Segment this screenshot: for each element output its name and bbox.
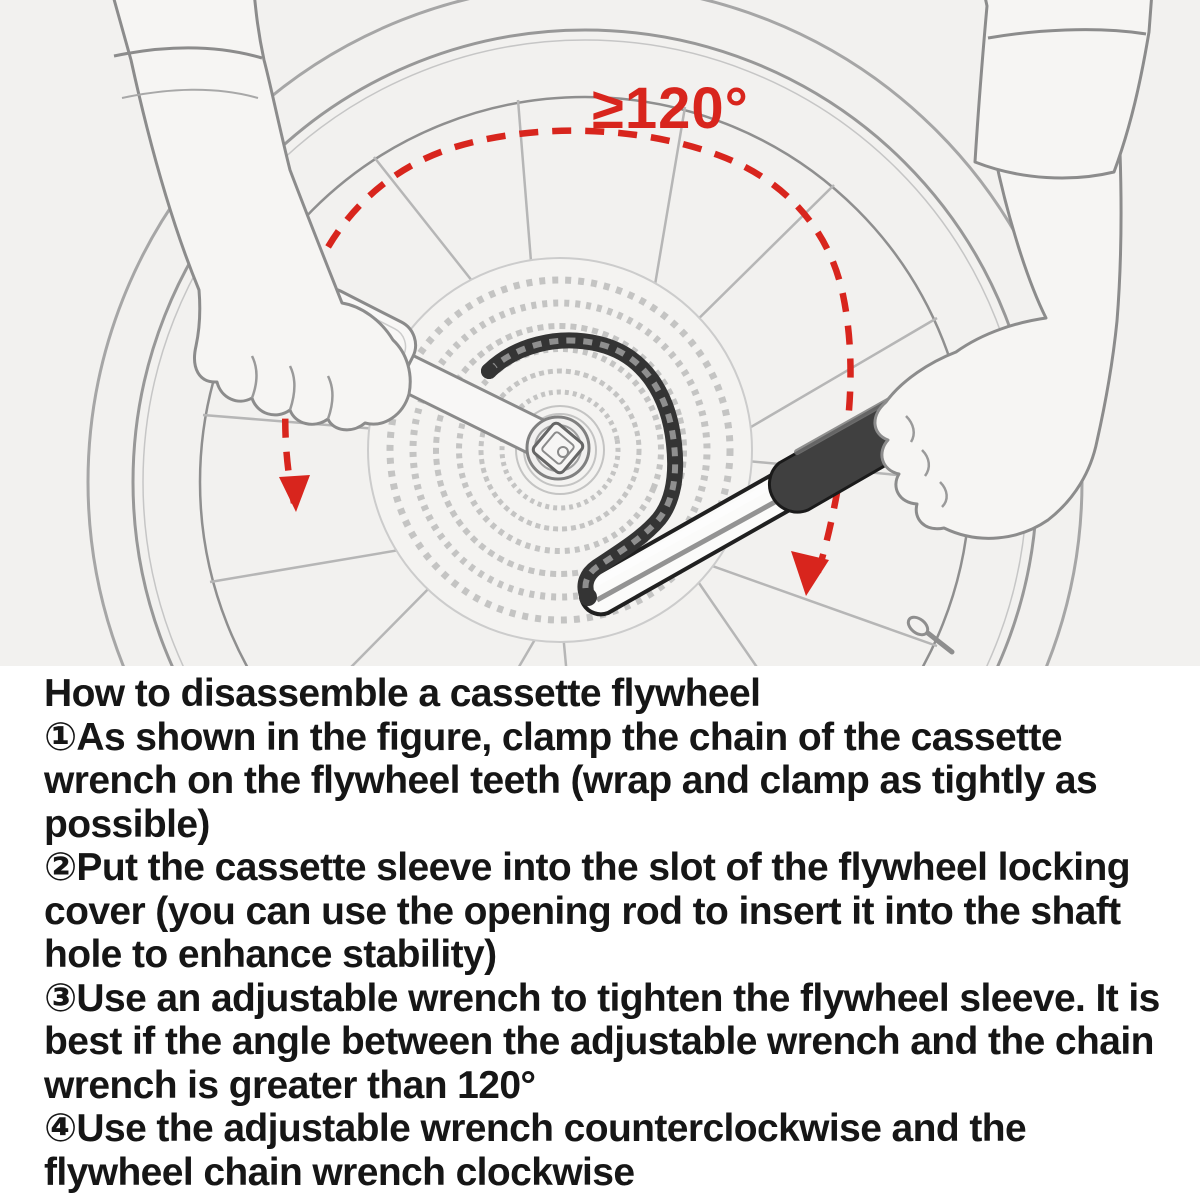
right-sleeve [975,0,1152,178]
instruction-step-4: ④Use the adjustable wrench counterclockwise and the flywheel chain wrench clockwise [44,1107,1027,1194]
left-arm-hand [112,0,410,430]
instruction-step-2: ②Put the cassette sleeve into the slot of the flywheel locking cover (you can use the opening rod to insert it into the shaft hole to enhance stability) [44,846,1130,976]
instructions-title: How to disassemble a cassette flywheel [44,672,761,715]
angle-label: ≥120° [592,76,749,141]
instruction-text-block [0,666,1200,1194]
instruction-step-1: ①As shown in the figure, clamp the chain of the cassette wrench on the flywheel teeth (wrap and clamp as tightly as possible) [44,715,1098,846]
hub-socket [527,417,589,479]
arrowhead-left [279,475,310,512]
instruction-step-3: ③Use an adjustable wrench to tighten the flywheel sleeve. It is best if the angle between the adjustable wrench and the chain wrench is greater than 120° [44,976,1160,1107]
right-arm-hand [875,0,1152,538]
